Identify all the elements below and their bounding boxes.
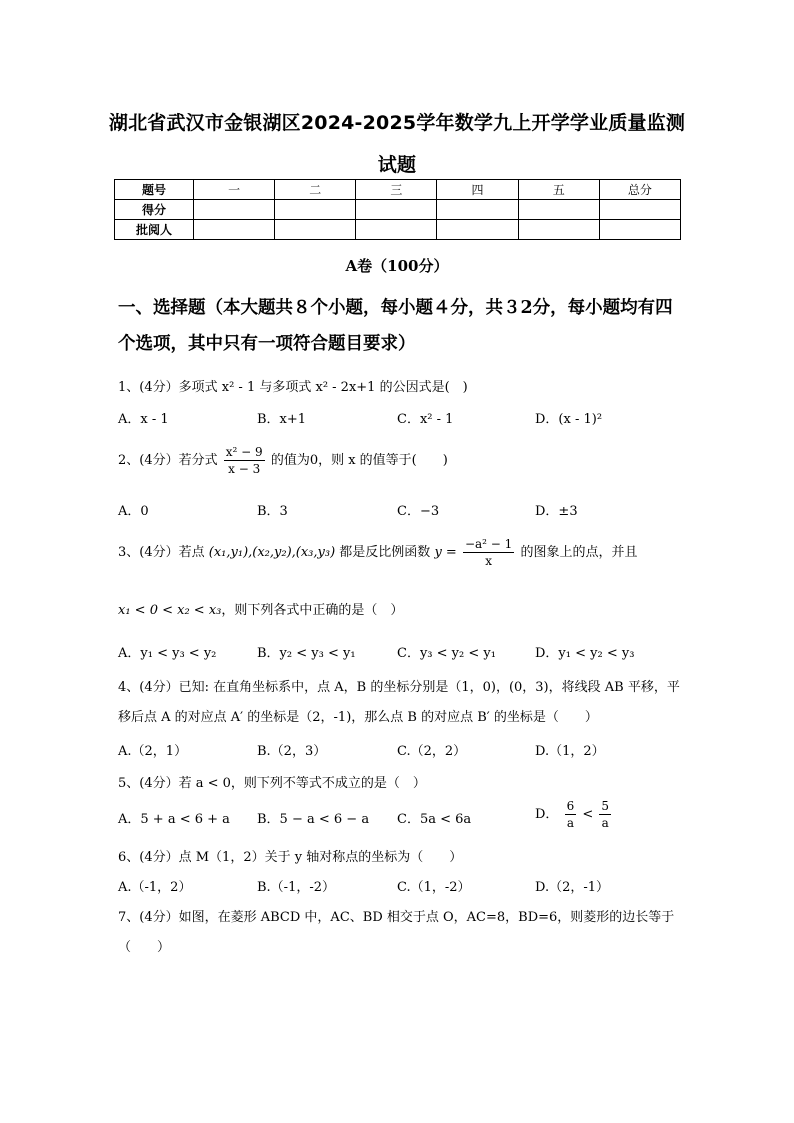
table-row [115,200,681,220]
question-2-text [118,444,683,477]
option-c[interactable]: C．y₃ < y₂ < y₁ [397,646,496,661]
question-3-cond: x₁ < 0 < x₂ < x₃ [118,603,222,618]
table-header-cell: 二 [275,180,356,200]
option-d[interactable]: D．y₁ < y₂ < y₃ [535,646,635,661]
question-3-cond-suffix: ，则下列各式中正确的是（ ） [221,603,404,618]
table-header-cell: 一 [194,180,275,200]
option-d[interactable]: D.（1，2） [535,744,605,759]
score-cell[interactable] [599,220,680,240]
table-row-label: 得分 [115,200,194,220]
table-row [115,220,681,240]
question-3-text [118,536,683,569]
section-title: 一、选择题（本大题共８个小题，每小题４分，共３2分，每小题均有四个选项，其中只有一项符合题目要求） [118,298,673,354]
option-d-operator: < [582,807,594,822]
table-header-cell: 三 [356,180,437,200]
question-6-options [118,876,683,896]
score-cell[interactable] [194,200,275,220]
option-c[interactable]: C．−3 [397,504,440,519]
score-cell[interactable] [356,200,437,220]
table-header-cell: 题号 [115,180,194,200]
option-b[interactable]: B．y₂ < y₃ < y₁ [257,646,356,661]
score-cell[interactable] [518,200,599,220]
question-2-prefix: 2、(4分）若分式 [118,453,218,468]
question-1-text: 1、(4分）多项式 x² - 1 与多项式 x² - 2x+1 的公因式是( ) [118,380,468,395]
fraction-numerator: x² − 9 [225,445,263,459]
option-d-left-fraction [565,798,577,831]
question-2-fraction [224,444,265,477]
question-1-options [118,408,683,428]
option-c[interactable]: C．5a < 6a [397,812,472,827]
question-2-suffix: 的值为0，则 x 的值等于( ) [270,453,448,468]
option-a[interactable]: A.（-1，2） [118,880,192,895]
option-a[interactable]: A．x - 1 [118,412,169,427]
option-a[interactable]: A．0 [118,504,149,519]
score-table [114,179,681,240]
doc-title-line1: 湖北省武汉市金银湖区2024-2025学年数学九上开学学业质量监测 [108,112,686,134]
fraction-denominator: x [485,554,493,568]
doc-title-line2: 试题 [377,154,417,176]
table-header-cell: 总分 [599,180,680,200]
option-b[interactable]: B．3 [257,504,288,519]
option-d[interactable]: D．(x - 1)² [535,412,603,427]
question-4-options [118,740,683,760]
option-d[interactable] [535,798,613,831]
option-a[interactable]: A．5 + a < 6 + a [118,812,230,827]
question-3-func-lhs: y = [434,545,457,560]
table-header-cell: 五 [518,180,599,200]
table-row [115,180,681,200]
section-subtitle: A卷（100分） [345,257,449,275]
option-c[interactable]: C.（1，-2） [397,880,471,895]
option-d[interactable]: D.（2，-1） [535,880,610,895]
option-c[interactable]: C.（2，2） [397,744,467,759]
question-3-prefix: 3、(4分）若点 [118,545,205,560]
fraction-numerator: 5 [601,799,610,813]
option-b[interactable]: B．x+1 [257,412,307,427]
score-cell[interactable] [194,220,275,240]
fraction-numerator: 6 [566,799,575,813]
table-row-label: 批阅人 [115,220,194,240]
question-3-mid: 都是反比例函数 [339,545,431,560]
option-d[interactable]: D．±3 [535,504,578,519]
option-d-label: D． [535,807,559,822]
question-6-text: 6、(4分）点 M（1，2）关于 y 轴对称点的坐标为（ ） [118,850,463,865]
question-7-text: 7、(4分）如图，在菱形 ABCD 中，AC、BD 相交于点 O，AC=8，BD=6，则菱形的边长等于（ ） [118,910,675,955]
question-5-text: 5、(4分）若 a < 0，则下列不等式不成立的是（ ） [118,776,426,791]
score-cell[interactable] [518,220,599,240]
option-b[interactable]: B.（-1，-2） [257,880,336,895]
score-cell[interactable] [437,220,518,240]
score-cell[interactable] [275,200,356,220]
question-2-options [118,500,683,520]
fraction-denominator: x − 3 [228,462,261,476]
fraction-numerator: −a² − 1 [464,537,513,551]
fraction-denominator: a [601,816,609,830]
score-cell[interactable] [275,220,356,240]
question-5-options [118,799,683,836]
question-4-text: 4、(4分）已知: 在直角坐标系中，点 A，B 的坐标分别是（1，0)，(0，3)，将线段 AB 平移，平移后点 A 的对应点 A′ 的坐标是（2，-1)，那么点 B 的对应点 B′ 的坐标是（ ） [118,680,680,725]
score-cell[interactable] [437,200,518,220]
question-3-options [118,642,683,662]
question-3-condition [118,599,683,618]
option-d-right-fraction [599,798,611,831]
option-a[interactable]: A.（2，1） [118,744,188,759]
option-b[interactable]: B．5 − a < 6 − a [257,812,370,827]
question-3-points: (x₁,y₁),(x₂,y₂),(x₃,y₃) [208,545,336,560]
question-3-fraction [463,536,514,569]
option-c[interactable]: C．x² - 1 [397,412,454,427]
table-header-cell: 四 [437,180,518,200]
question-3-suffix: 的图象上的点，并且 [520,545,638,560]
option-a[interactable]: A．y₁ < y₃ < y₂ [118,646,217,661]
fraction-denominator: a [566,816,574,830]
score-cell[interactable] [599,200,680,220]
score-cell[interactable] [356,220,437,240]
option-b[interactable]: B.（2，3） [257,744,327,759]
